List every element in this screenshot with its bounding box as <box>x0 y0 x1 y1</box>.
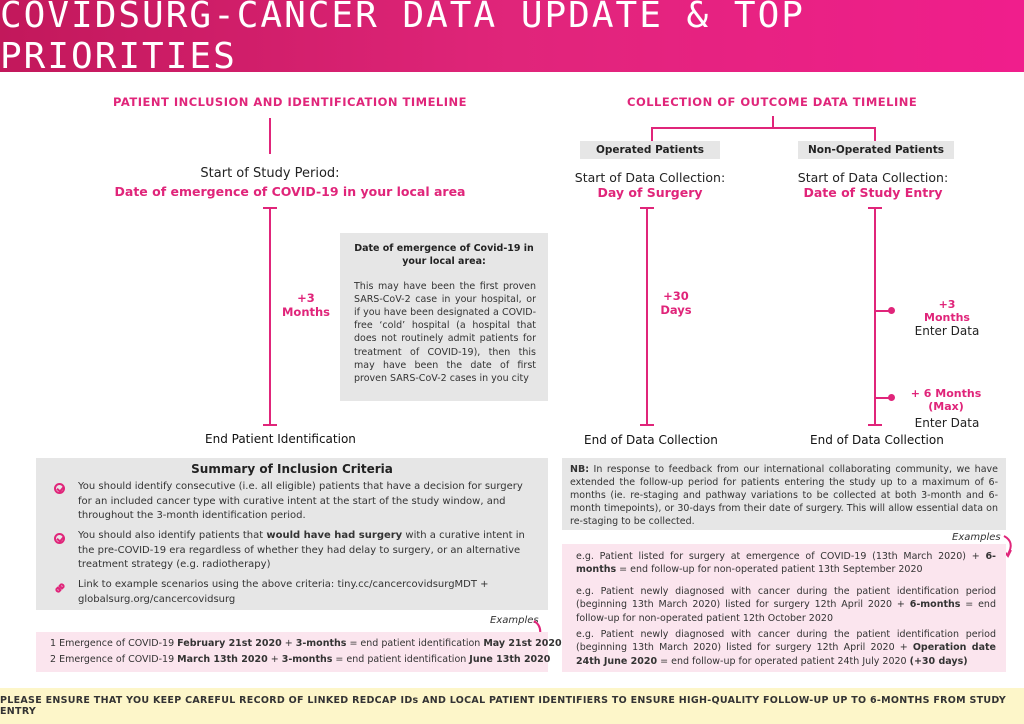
inclusion-criteria-title: Summary of Inclusion Criteria <box>191 462 393 476</box>
left-duration-unit: Months <box>281 304 331 319</box>
non-operated-end-tick <box>868 424 882 426</box>
operated-duration-amount: +30 <box>663 289 689 303</box>
left-top-connector <box>269 118 271 154</box>
criteria-item-1: You should identify consecutive (i.e. all eligible) patients that have a decision for surgery for an included cancer type with curative intent at the start of the study window, and throughout the 3-month identification period. <box>78 481 523 521</box>
right-branch-left <box>651 127 653 141</box>
m6-label-amount: + 6 Months <box>910 387 982 400</box>
m6-marker-dot <box>888 394 895 401</box>
left-timeline-line <box>269 207 271 425</box>
left-examples-box <box>36 632 562 672</box>
right-timeline-title: COLLECTION OF OUTCOME DATA TIMELINE <box>627 95 918 109</box>
m6-label <box>896 387 996 413</box>
inclusion-criteria-box <box>36 458 548 610</box>
m3-marker-dot <box>888 307 895 314</box>
rex2-text: e.g. Patient newly diagnosed with cancer during the patient identification period (beginning 13th March 2020) listed for surgery 12th April 2020 + <box>576 586 996 611</box>
rex2-text-2: = end follow-up for non-operated patient 12th October 2020 <box>576 599 996 624</box>
operated-end-label: End of Data Collection <box>584 433 718 447</box>
rex1-text: e.g. Patient listed for surgery at emergence of COVID-19 (13th March 2020) + <box>576 551 986 562</box>
operated-start-value: Day of Surgery <box>597 185 703 200</box>
left-start-label: Start of Study Period: <box>200 166 340 181</box>
operated-start-label: Start of Data Collection: <box>574 170 726 185</box>
header-banner <box>0 0 1024 77</box>
m3-label-unit: Months <box>924 311 970 325</box>
rex2-duration: 6-months <box>909 599 961 611</box>
m6-action: Enter Data <box>914 416 980 430</box>
operated-patients-tag: Operated Patients <box>580 141 720 159</box>
rex3-text-2: = end follow-up for operated patient 24th July 2020 <box>657 655 910 667</box>
right-examples-box <box>562 544 1006 672</box>
ex2-text: 2 Emergence of COVID-19 <box>50 654 178 665</box>
criteria-item-2-text-end: with a curative intent in the pre-COVID-19 era regardless of whether they had delay to surgery, or an alternative treatment strategy (e.g. radiotherapy) <box>78 530 525 570</box>
ex2-end-date: June 13th 2020 <box>469 654 551 665</box>
right-example-1 <box>576 550 996 577</box>
check-circle-icon <box>54 533 65 544</box>
m3-label-amount: +3 <box>938 298 956 311</box>
left-duration <box>276 292 336 320</box>
left-example-2 <box>50 653 550 666</box>
non-operated-timeline-line <box>874 207 876 425</box>
left-start-value: Date of emergence of COVID-19 in your local area <box>114 184 466 199</box>
footer-text: PLEASE ENSURE THAT YOU KEEP CAREFUL RECORD OF LINKED REDCAP IDs AND LOCAL PATIENT IDENTIFIERS TO ENSURE HIGH-QUALITY FOLLOW-UP UP TO 6-MONTHS FROM STUDY ENTRY <box>0 695 1007 717</box>
definition-body: This may have been the first proven SARS-CoV-2 case in your hospital, or if you have been designated a COVID-free ‘cold’ hospital (a hospital that does not routinely admit patients for treatment of COVID-19), then this may have been the date of first proven SARS-CoV-2 cases in you city <box>354 281 536 384</box>
left-example-1 <box>50 637 562 650</box>
non-operated-end-label: End of Data Collection <box>810 433 944 447</box>
rex3-operation-date: Operation date 24th June 2020 <box>576 642 996 667</box>
ex1-date: February 21st 2020 <box>177 638 282 649</box>
nb-box <box>562 458 1006 530</box>
left-examples-label: Examples <box>490 615 539 626</box>
rex3-duration: (+30 days) <box>909 655 968 667</box>
right-branch-right <box>874 127 876 141</box>
page-title: COVIDSURG-CANCER DATA UPDATE & TOP PRIORITIES <box>0 0 805 77</box>
ex1-duration: 3-months <box>295 638 347 649</box>
non-operated-patients-tag: Non-Operated Patients <box>798 141 954 159</box>
nb-body: In response to feedback from our international collaborating community, we have extended the follow-up period for patients entering the study up to a maximum of 6-months (ie. re-staging and pathway variations to be collected at both 3-month and 6-month timepoints), or 30-days from their date of surgery. This will allow essential data on re-staging to be collected. <box>570 464 998 528</box>
left-end-label: End Patient Identification <box>205 432 356 446</box>
definition-box <box>340 233 548 401</box>
left-duration-amount: +3 <box>297 291 315 305</box>
ex2-duration: 3-months <box>281 654 333 665</box>
nb-text <box>570 463 998 529</box>
definition-heading: Date of emergence of Covid-19 in your local area: <box>354 243 534 268</box>
right-branch-line <box>651 127 876 129</box>
criteria-item-3: Link to example scenarios using the above criteria: tiny.cc/cancercovidsurgMDT + globalsurg.org/cancercovidsurg <box>78 579 489 605</box>
criteria-item-2-emphasis: would have had surgery <box>266 530 403 541</box>
right-example-3 <box>576 628 996 668</box>
ex2-text-2: = end patient identification <box>332 654 470 665</box>
operated-duration-unit: Days <box>660 302 692 317</box>
operated-duration <box>648 290 704 318</box>
m3-action: Enter Data <box>914 324 980 338</box>
rex1-text-2: = end follow-up for non-operated patient 13th September 2020 <box>616 564 923 576</box>
left-timeline-title: PATIENT INCLUSION AND IDENTIFICATION TIMELINE <box>113 95 468 109</box>
rex3-text: e.g. Patient newly diagnosed with cancer during the patient identification period (beginning 13th March 2020) listed for surgery 12th April 2020 + <box>576 629 996 654</box>
left-timeline-end-tick <box>263 424 277 426</box>
ex2-date: March 13th 2020 <box>177 654 268 665</box>
ex1-text-2: = end patient identification <box>346 638 484 649</box>
footer-notice <box>0 688 1024 724</box>
right-example-2 <box>576 585 996 625</box>
non-operated-start-value: Date of Study Entry <box>803 185 943 200</box>
right-examples-label: Examples <box>952 532 1001 543</box>
ex1-text: 1 Emergence of COVID-19 <box>50 638 178 649</box>
criteria-item-2 <box>78 529 538 573</box>
m6-label-max: (Max) <box>928 400 964 414</box>
ex2-plus: + <box>267 654 282 665</box>
check-circle-icon <box>54 483 65 494</box>
criteria-item-2-text: You should also identify patients that <box>78 530 267 541</box>
ex1-end-date: May 21st 2020 <box>483 638 562 649</box>
m3-label <box>900 298 994 324</box>
ex1-plus: + <box>281 638 296 649</box>
non-operated-start-label: Start of Data Collection: <box>797 170 949 185</box>
operated-end-tick <box>640 424 654 426</box>
rex1-duration: 6-months <box>576 551 996 576</box>
nb-label: NB: <box>570 464 589 475</box>
link-icon <box>53 580 67 599</box>
